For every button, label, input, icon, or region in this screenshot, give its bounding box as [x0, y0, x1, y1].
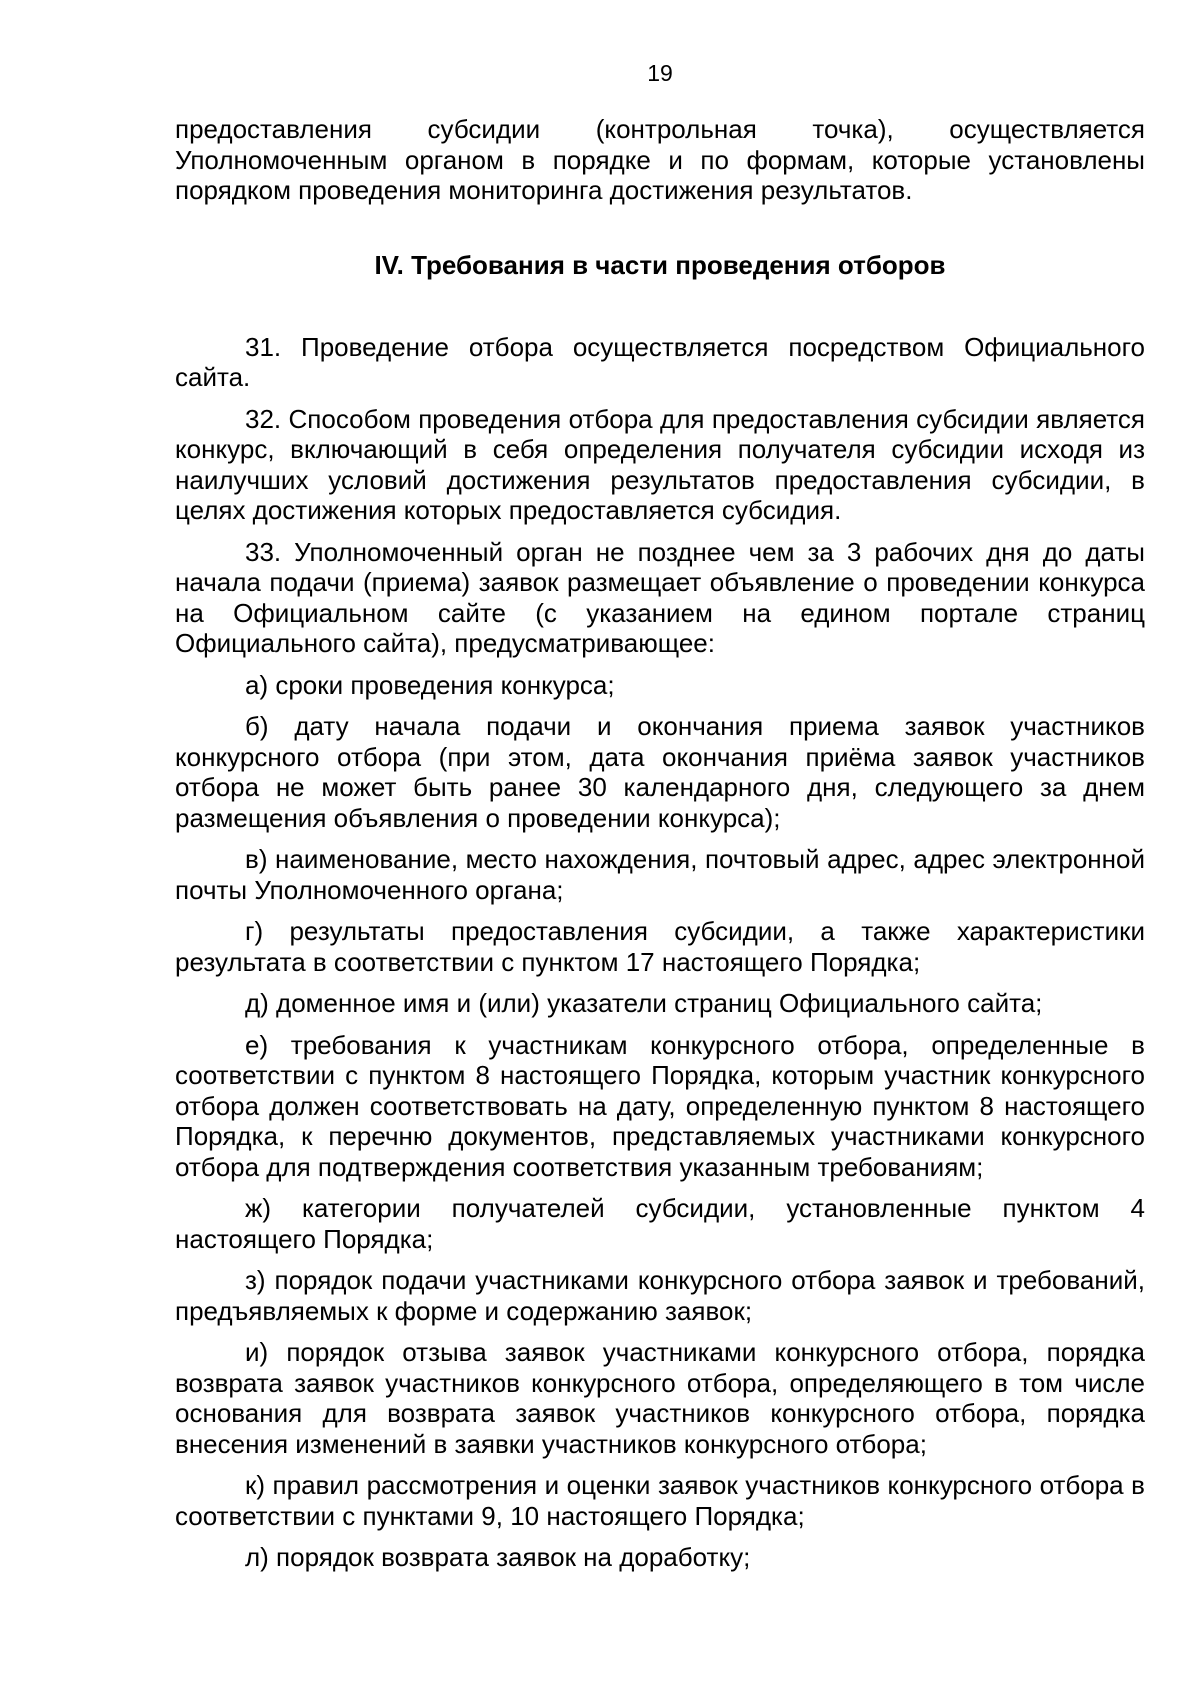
list-item-d: д) доменное имя и (или) указатели страниц Официального сайта; [245, 988, 1043, 1018]
page-number: 19 [647, 60, 673, 86]
list-item-e: е) требования к участникам конкурсного отбора, определенные в соответствии с пунктом 8 настоящего Порядка, которым участник конкурсного отбора должен соответствовать на дату, определенную пунктом 8 настоящего Порядка, к перечню документов, представляемых участниками конкурсного отбора для подтверждения соответствия указанным требованиям; [175, 1029, 1145, 1182]
intro-paragraph: предоставления субсидии (контрольная точка), осуществляется Уполномоченным органом в порядке и по формам, которые установлены порядком проведения мониторинга достижения результатов. [175, 114, 1145, 205]
list-item-k: к) правил рассмотрения и оценки заявок участников конкурсного отбора в соответствии с пунктами 9, 10 настоящего Порядка; [175, 1470, 1145, 1531]
list-item-i: и) порядок отзыва заявок участниками конкурсного отбора, порядка возврата заявок участников конкурсного отбора, определяющего в том числе основания для возврата заявок участников конкурсного отбора, порядка внесения изменений в заявки участников конкурсного отбора; [175, 1337, 1145, 1459]
list-item-a: а) сроки проведения конкурса; [245, 669, 615, 700]
list-item-l: л) порядок возврата заявок на доработку; [245, 1542, 751, 1572]
list-item-zh: ж) категории получателей субсидии, установленные пунктом 4 настоящего Порядка; [175, 1193, 1145, 1254]
list-item-z: з) порядок подачи участниками конкурсного отбора заявок и требований, предъявляемых к форме и содержанию заявок; [175, 1265, 1145, 1326]
document-page [175, 58, 1145, 1573]
paragraph-32: 32. Способом проведения отбора для предоставления субсидии является конкурс, включающий в себя определения получателя субсидии исходя из наилучших условий достижения результатов предоставления субсидии, в целях достижения которых предоставляется субсидия. [175, 403, 1145, 525]
paragraph-31: 31. Проведение отбора осуществляется посредством Официального сайта. [175, 331, 1145, 392]
list-item-v: в) наименование, место нахождения, почтовый адрес, адрес электронной почты Уполномоченного органа; [175, 844, 1145, 905]
paragraph-33: 33. Уполномоченный орган не позднее чем за 3 рабочих дня до даты начала подачи (приема) заявок размещает объявление о проведении конкурса на Официальном сайте (с указанием на едином портале страниц Официального сайта), предусматривающее: [175, 536, 1145, 658]
section-heading: IV. Требования в части проведения отборов [374, 249, 946, 280]
list-item-g: г) результаты предоставления субсидии, а также характеристики результата в соответствии с пунктом 17 настоящего Порядка; [175, 916, 1145, 977]
list-item-b: б) дату начала подачи и окончания приема заявок участников конкурсного отбора (при этом, дата окончания приёма заявок участников отбора не может быть ранее 30 календарного дня, следующего за днем размещения объявления о проведении конкурса); [175, 711, 1145, 833]
